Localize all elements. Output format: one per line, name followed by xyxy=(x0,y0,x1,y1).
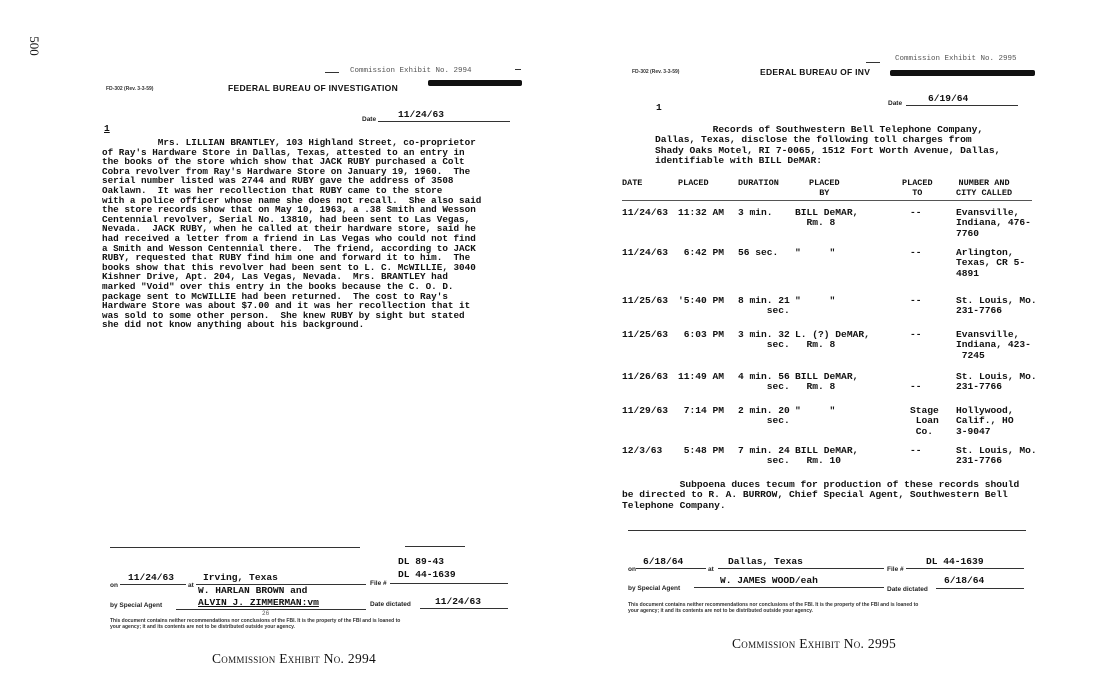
agent-label: by Special Agent xyxy=(110,602,163,609)
disclaimer: This document contains neither recommendations nor conclusions of the FBI. It is the property of the FBI and is loaned to xyxy=(628,602,919,608)
divider xyxy=(515,69,521,70)
table-cell: L. (?) DeMAR, Rm. 8 xyxy=(795,329,870,351)
column-header: DATE xyxy=(622,178,643,188)
table-cell: -- xyxy=(910,445,922,456)
table-cell: 11/25/63 xyxy=(622,295,669,306)
body-line: Cobra revolver from Ray's Hardware Store on January 19, 1960. The xyxy=(102,165,471,177)
disclaimer: your agency; it and its contents are not to be distributed outside your agency. xyxy=(110,624,295,630)
dictated-date: 6/18/64 xyxy=(944,575,985,586)
table-cell: 56 sec. xyxy=(738,247,779,258)
intro-line: Dallas, Texas, disclose the following toll charges from xyxy=(655,134,972,146)
redaction-bar xyxy=(428,80,522,86)
underline xyxy=(176,609,366,610)
date-underline xyxy=(906,105,1018,106)
intro-line: Records of Southwestern Bell Telephone Company, xyxy=(655,124,984,135)
on-label: on xyxy=(110,582,118,589)
on-label: on xyxy=(628,566,636,573)
table-cell: 6:42 PM xyxy=(678,247,725,258)
date-label: Date xyxy=(362,116,377,123)
body-line: the books of the store which show that JACK RUBY purchased a Colt xyxy=(102,156,465,168)
footer-rule xyxy=(110,547,360,548)
body-line: serial number listed was 2744 and RUBY gave the address of 3508 xyxy=(102,175,454,187)
table-cell: 6:03 PM xyxy=(678,329,725,340)
body-line: Nevada. JACK RUBY, when he called at their hardware store, said he xyxy=(102,223,476,235)
at-label: at xyxy=(188,582,194,589)
body-line: Mrs. LILLIAN BRANTLEY, 103 Highland Street, co-proprietor xyxy=(102,137,476,148)
table-cell: 7 min. 24 sec. xyxy=(738,445,790,467)
redaction-bar xyxy=(890,70,1035,76)
table-cell: -- xyxy=(910,247,922,258)
interview-place: Irving, Texas xyxy=(203,572,278,583)
closing-line: be directed to R. A. BURROW, Chief Special Agent, Southwestern Bell xyxy=(622,489,1008,501)
body-line: marked "Void" over this entry in the books because the C. O. D. xyxy=(102,280,454,292)
file-number-2: DL 44-1639 xyxy=(398,569,456,580)
body-line: Centennial revolver, Serial No. 13810, had been sent to Las Vegas, xyxy=(102,213,471,225)
table-cell: 8 min. 21 sec. xyxy=(738,295,790,317)
divider xyxy=(325,72,339,73)
report-body xyxy=(102,138,481,330)
interview-place: Dallas, Texas xyxy=(728,556,803,567)
form-number: FD-302 (Rev. 3-3-59) xyxy=(106,86,154,92)
exhibit-stamp: Commission Exhibit No. 2994 xyxy=(350,67,472,75)
table-cell: 2 min. 20 sec. xyxy=(738,405,790,427)
closing-line: Telephone Company. xyxy=(622,499,726,511)
table-cell: 12/3/63 xyxy=(622,445,663,456)
table-cell: 11/26/63 xyxy=(622,371,669,382)
table-cell: 3 min. 32 sec. xyxy=(738,329,790,351)
table-cell: '5:40 PM xyxy=(678,295,725,306)
table-cell: 11/29/63 xyxy=(622,405,669,416)
table-cell: " " xyxy=(795,247,836,258)
table-cell: Arlington, Texas, CR 5- 4891 xyxy=(956,247,1026,279)
underline xyxy=(906,568,1024,569)
underline xyxy=(718,568,884,569)
page-marker: 1 xyxy=(656,102,662,113)
divider xyxy=(866,62,880,63)
underline xyxy=(636,568,706,569)
table-cell: 7:14 PM xyxy=(678,405,725,416)
report-date: 11/24/63 xyxy=(398,109,445,120)
agency-header: FEDERAL BUREAU OF INVESTIGATION xyxy=(228,83,399,93)
agent-name: W. JAMES WOOD/eah xyxy=(720,575,818,586)
column-header: DURATION xyxy=(738,178,779,188)
date-label: Date xyxy=(888,100,903,107)
footer-rule xyxy=(628,530,1026,531)
agent-label: by Special Agent xyxy=(628,585,681,592)
body-line: the store records show that on May 10, 1963, a .38 Smith and Wesson xyxy=(102,204,476,216)
agent-name-2: ALVIN J. ZIMMERMAN:vm xyxy=(198,597,319,608)
date-underline xyxy=(378,121,510,122)
disclaimer: This document contains neither recommendations nor conclusions of the FBI. It is the property of the FBI and is loaned to xyxy=(110,618,401,624)
table-cell: Evansville, Indiana, 423- 7245 xyxy=(956,329,1031,361)
table-cell: -- xyxy=(910,295,922,306)
body-line: she did not know anything about his background. xyxy=(102,319,365,331)
dictated-date: 11/24/63 xyxy=(435,596,482,607)
intro-line: identifiable with BILL DeMAR: xyxy=(655,155,822,167)
underline xyxy=(120,584,186,585)
table-cell: BILL DeMAR, Rm. 10 xyxy=(795,445,859,467)
file-label: File # xyxy=(887,566,904,573)
exhibit-caption: Commission Exhibit No. 2995 xyxy=(732,636,897,651)
table-cell: St. Louis, Mo. 231-7766 xyxy=(956,445,1037,467)
dictated-label: Date dictated xyxy=(370,601,411,608)
underline xyxy=(694,587,884,588)
table-cell: -- xyxy=(910,329,922,340)
table-cell: Evansville, Indiana, 476- 7760 xyxy=(956,207,1031,239)
closing-paragraph xyxy=(622,480,1019,511)
body-line: Hardware Store was about $7.00 and it was her recollection that it xyxy=(102,300,471,312)
agent-name-1: W. HARLAN BROWN and xyxy=(198,585,308,596)
table-cell: " " xyxy=(795,295,836,306)
table-cell: 11/24/63 xyxy=(622,207,669,218)
table-cell: Stage Loan Co. xyxy=(910,405,939,437)
table-cell: 11:49 AM xyxy=(678,371,725,382)
underline xyxy=(390,583,508,584)
body-line: had received a letter from a friend in Las Vegas who could not find xyxy=(102,232,476,244)
dictated-label: Date dictated xyxy=(887,586,928,593)
table-cell: 5:48 PM xyxy=(678,445,725,456)
body-line: RUBY, requested that RUBY find him one and forward it to him. The xyxy=(102,252,471,264)
underline xyxy=(420,608,508,609)
closing-line: Subpoena duces tecum for production of these records should xyxy=(622,479,1020,490)
body-line: with a police officer whose name she does not recall. She also said xyxy=(102,194,482,206)
exhibit-caption: Commission Exhibit No. 2994 xyxy=(212,651,377,666)
body-line: Kishner Drive, Apt. 204, Las Vegas, Nevada. Mrs. BRANTLEY had xyxy=(102,271,448,283)
body-line: was sold to some other person. She knew RUBY by sight but stated xyxy=(102,309,465,321)
header-rule xyxy=(622,200,1032,201)
table-cell: 3 min. xyxy=(738,207,773,218)
table-cell: 11:32 AM xyxy=(678,207,725,218)
footer-rule xyxy=(405,546,465,547)
table-cell: BILL DeMAR, Rm. 8 xyxy=(795,371,859,393)
intro-paragraph xyxy=(655,125,1000,167)
table-cell: St. Louis, Mo. 231-7766 xyxy=(956,371,1037,393)
table-cell: 11/24/63 xyxy=(622,247,669,258)
body-line: a Smith and Wesson Centennial there. The friend, according to JACK xyxy=(102,242,476,254)
underline xyxy=(936,588,1024,589)
body-line: Oaklawn. It was her recollection that RUBY came to the store xyxy=(102,184,443,196)
file-number-1: DL 89-43 xyxy=(398,556,445,567)
table-cell: 11/25/63 xyxy=(622,329,669,340)
table-cell: St. Louis, Mo. 231-7766 xyxy=(956,295,1037,317)
exhibit-stamp: Commission Exhibit No. 2995 xyxy=(895,55,1017,63)
body-line: package sent to McWILLIE had been returned. The cost to Ray's xyxy=(102,290,448,302)
column-header: PLACED xyxy=(678,178,709,188)
disclaimer: your agency; it and its contents are not to be distributed outside your agency. xyxy=(628,608,813,614)
initials: 26 xyxy=(262,610,270,617)
at-label: at xyxy=(708,566,714,573)
column-header: PLACED TO xyxy=(902,178,933,199)
file-label: File # xyxy=(370,580,387,587)
table-cell: -- xyxy=(910,381,922,393)
file-number: DL 44-1639 xyxy=(926,556,984,567)
column-header: PLACED BY xyxy=(809,178,840,199)
form-number: FD-302 (Rev. 3-3-59) xyxy=(632,69,680,75)
interview-date: 6/18/64 xyxy=(643,556,684,567)
table-cell: -- xyxy=(910,207,922,218)
column-header: NUMBER AND CITY CALLED xyxy=(956,178,1013,199)
table-cell: BILL DeMAR, Rm. 8 xyxy=(795,207,859,229)
body-line: of Ray's Hardware Store in Dallas, Texas, attested to an entry in xyxy=(102,146,465,158)
body-line: books show that this revolver had been sent to L. C. McWILLIE, 3040 xyxy=(102,261,476,273)
interview-date: 11/24/63 xyxy=(128,572,175,583)
agency-header: EDERAL BUREAU OF INV xyxy=(760,67,871,77)
table-cell: 4 min. 56 sec. xyxy=(738,371,790,393)
table-cell: " " xyxy=(795,405,836,416)
table-cell: Hollywood, Calif., HO 3-9047 xyxy=(956,405,1014,437)
report-date: 6/19/64 xyxy=(928,93,969,104)
page-number: 500 xyxy=(26,36,42,56)
intro-line: Shady Oaks Motel, RI 7-0065, 1512 Fort Worth Avenue, Dallas, xyxy=(655,144,1001,156)
page-marker: 1 xyxy=(104,123,110,134)
